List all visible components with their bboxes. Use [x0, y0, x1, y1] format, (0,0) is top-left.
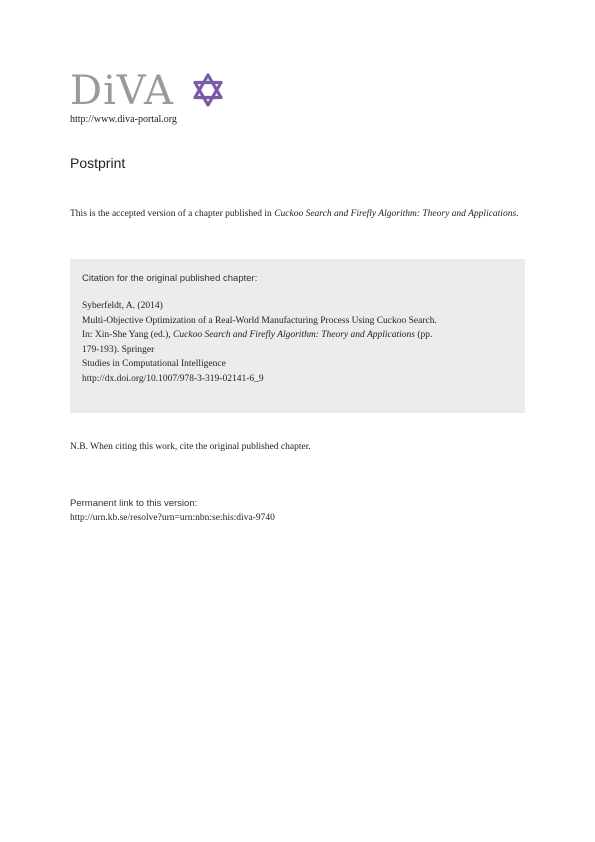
nb-note: N.B. When citing this work, cite the original published chapter.: [70, 442, 311, 452]
citation-pages-publisher: 179-193). Springer: [82, 344, 155, 355]
logo-text: DiVA: [70, 68, 174, 114]
diva-logo[interactable]: [70, 68, 230, 114]
intro-statement: [70, 208, 525, 221]
citation-author-year: Syberfeldt, A. (2014): [82, 301, 163, 311]
citation-in-prefix: In: Xin-She Yang (ed.),: [82, 330, 174, 340]
citation-body: [82, 299, 512, 386]
permanent-link-label: Permanent link to this version:: [70, 498, 198, 509]
citation-pages-start: (pp.: [415, 330, 433, 340]
citation-in-book: Cuckoo Search and Firefly Algorithm: Theory and Applications: [173, 330, 416, 340]
citation-series: Studies in Computational Intelligence: [82, 359, 226, 369]
document-type: Postprint: [70, 155, 126, 171]
intro-prefix: This is the accepted version of a chapter published in: [70, 209, 275, 219]
permanent-link[interactable]: http://urn.kb.se/resolve?urn=urn:nbn:se:his:diva-9740: [70, 513, 275, 523]
citation-doi-link[interactable]: http://dx.doi.org/10.1007/978-3-319-02141-6_9: [82, 373, 264, 384]
portal-url[interactable]: http://www.diva-portal.org: [70, 114, 177, 125]
citation-heading: Citation for the original published chapter:: [82, 273, 258, 284]
intro-book-title: Cuckoo Search and Firefly Algorithm: Theory and Applications: [274, 209, 517, 219]
citation-in-line: [82, 328, 512, 343]
intro-suffix: .: [516, 209, 519, 219]
citation-title: Multi-Objective Optimization of a Real-World Manufacturing Process Using Cuckoo Search.: [82, 315, 437, 326]
star-icon: [190, 72, 226, 108]
citation-box: [70, 259, 525, 413]
